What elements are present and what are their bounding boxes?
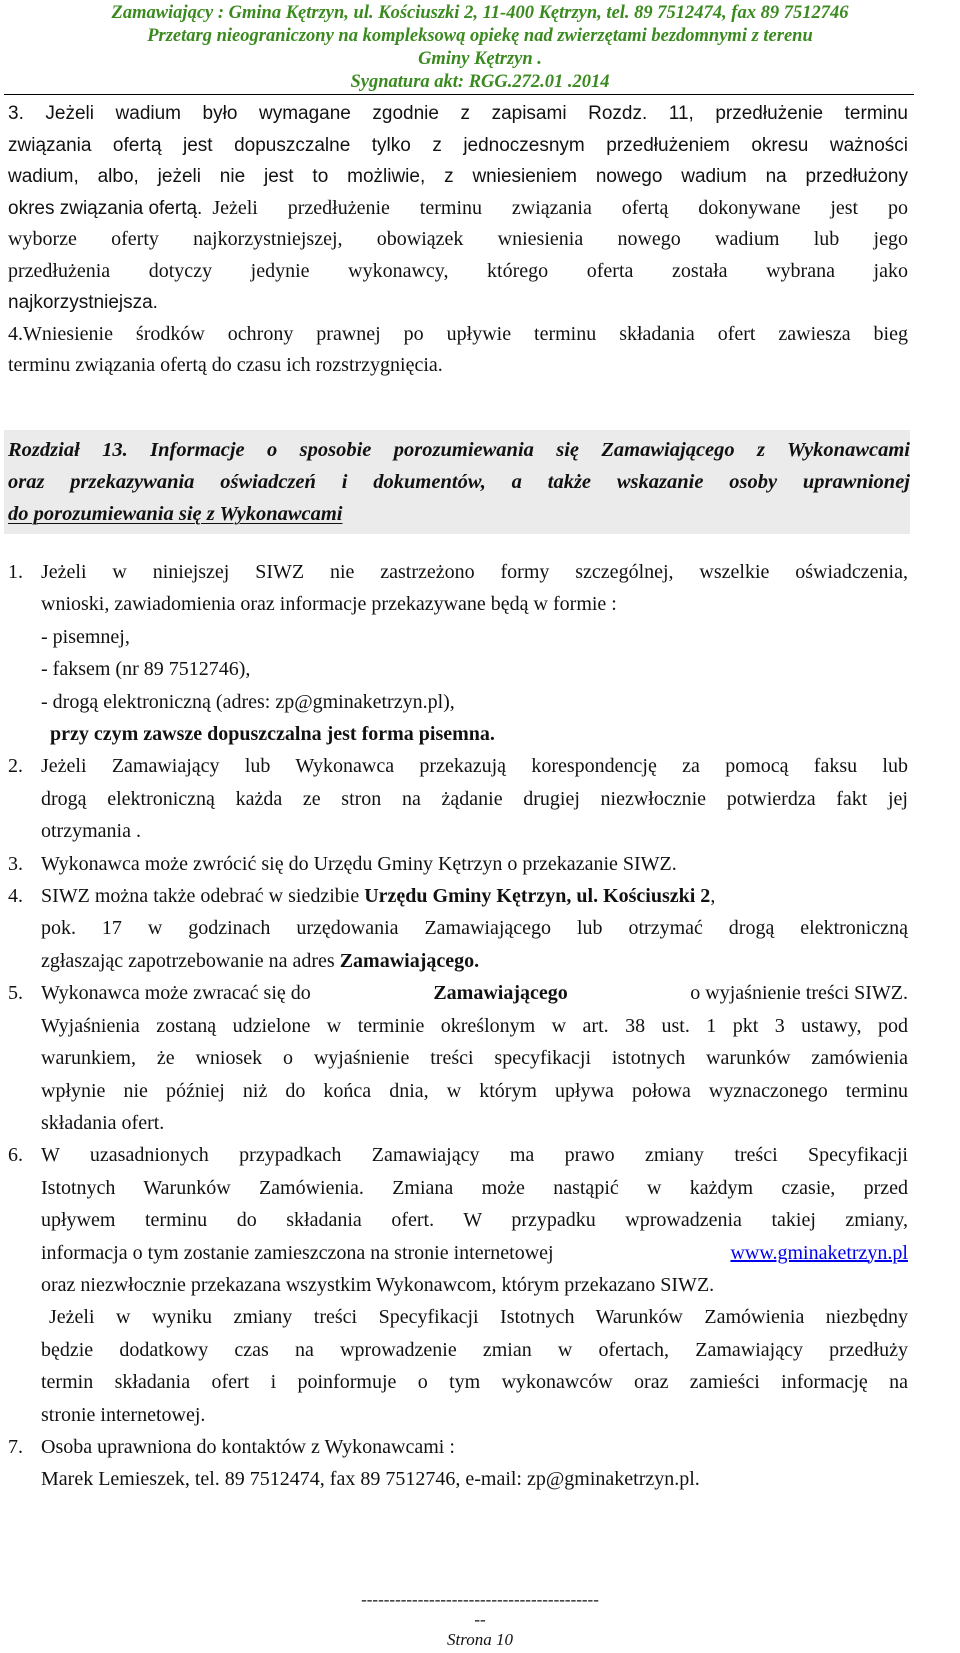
page-footer (0, 1590, 960, 1650)
paragraph-line-combined (8, 193, 908, 225)
list-item-5 (8, 977, 908, 1139)
item-line: Marek Lemieszek, tel. 89 7512474, fax 89 7512746, e-mail: zp@gminaketrzyn.pl. (41, 1468, 700, 1491)
list-item-4 (8, 880, 908, 977)
chapter-heading-line: Rozdział 13. Informacje o sposobie porozumiewania się Zamawiającego z Wykonawcami (8, 439, 910, 461)
item-line (41, 977, 908, 1009)
item-text-bold: Zamawiającego (433, 982, 568, 1005)
chapter-heading (4, 430, 910, 534)
item-line: wnioski, zawiadomienia oraz informacje przekazywane będą w formie : (41, 593, 617, 616)
item-line: Istotnych Warunków Zamówienia. Zmiana może nastąpić w każdym czasie, przed (41, 1176, 908, 1199)
list-number: 4. (8, 885, 23, 908)
page-number: Strona 10 (447, 1630, 513, 1649)
item-text: zgłaszając zapotrzebowanie na adres (41, 949, 340, 972)
list-number: 2. (8, 755, 23, 778)
paragraph-fragment: okres związania ofertą. (8, 197, 203, 219)
item-line: otrzymania . (41, 820, 141, 843)
list-item-3 (8, 848, 908, 880)
footer-rule-2: -- (474, 1610, 486, 1629)
paragraph-line: przedłużenia dotyczy jedynie wykonawcy, którego oferta została wybrana jako (8, 259, 908, 282)
item-line: upływem terminu do składania ofert. W przypadku wprowadzenia takiej zmiany, (41, 1209, 908, 1232)
item-text: SIWZ można także odebrać w siedzibie (41, 885, 365, 908)
item-text: informacja o tym zostanie zamieszczona na stronie internetowej (41, 1241, 554, 1264)
chapter-heading-line: do porozumiewania się z Wykonawcami (8, 503, 343, 525)
item-text: Wykonawca może zwracać się do (41, 982, 311, 1005)
list-number: 3. (8, 852, 23, 875)
website-link[interactable]: www.gminaketrzyn.pl (730, 1241, 908, 1264)
item-line-bold: przy czym zawsze dopuszczalna jest forma pisemna. (50, 723, 495, 746)
numbered-list (8, 556, 908, 1496)
item-line (41, 945, 908, 977)
item-line: - pisemnej, (41, 625, 130, 648)
item-line: składania ofert. (41, 1111, 165, 1134)
item-line: Jeżeli Zamawiający lub Wykonawca przekazują korespondencję za pomocą faksu lub (41, 755, 908, 778)
item-line: oraz niezwłocznie przekazana wszystkim Wykonawcom, którym przekazano SIWZ. (41, 1273, 715, 1296)
item-text-bold: Urzędu Gminy Kętrzyn, ul. Kościuszki 2 (364, 885, 711, 908)
page-header (0, 2, 960, 94)
list-number: 1. (8, 561, 23, 583)
item-line: Osoba uprawniona do kontaktów z Wykonawcami : (41, 1435, 455, 1458)
item-line: - drogą elektroniczną (adres: zp@gminaketrzyn.pl), (41, 690, 455, 713)
paragraph-line: 4.Wniesienie środków ochrony prawnej po upływie terminu składania ofert zawiesza bieg (8, 322, 908, 345)
item-line: Wykonawca może zwrócić się do Urzędu Gminy Kętrzyn o przekazanie SIWZ. (41, 852, 677, 875)
list-item-7 (8, 1431, 908, 1496)
item-line: drogą elektroniczną każda ze stron na żądanie drugiej niezwłocznie potwierdza fakt jej (41, 787, 908, 810)
paragraph-fragment: Jeżeli przedłużenie terminu związania ofertą dokonywane jest po (212, 196, 908, 219)
paragraph-line: 3. Jeżeli wadium było wymagane zgodnie z zapisami Rozdz. 11, przedłużenie terminu (8, 103, 908, 124)
list-item-1 (8, 556, 908, 750)
paragraph-line: związania ofertą jest dopuszczalne tylko z jednoczesnym przedłużeniem okresu ważności (8, 134, 908, 156)
item-line: - faksem (nr 89 7512746), (41, 658, 251, 681)
previous-section (8, 98, 908, 382)
chapter-heading-line: oraz przekazywania oświadczeń i dokumentów, a także wskazanie osoby uprawnionej (8, 471, 910, 493)
item-text-bold: Zamawiającego. (339, 949, 480, 972)
item-line (41, 1237, 908, 1269)
header-line-3: Gminy Kętrzyn . (418, 49, 542, 69)
item-text: o wyjaśnienie treści SIWZ. (690, 982, 908, 1005)
list-item-6 (8, 1139, 908, 1431)
header-line-4: Sygnatura akt: RGG.272.01 .2014 (350, 72, 610, 92)
header-divider (4, 94, 914, 95)
list-item-2 (8, 750, 908, 847)
item-line: Wyjaśnienia zostaną udzielone w terminie określonym w art. 38 ust. 1 pkt 3 ustawy, pod (41, 1014, 908, 1037)
paragraph-line: terminu związania ofertą do czasu ich rozstrzygnięcia. (8, 354, 443, 376)
header-line-1: Zamawiający : Gmina Kętrzyn, ul. Kościuszki 2, 11-400 Kętrzyn, tel. 89 7512474, fax 89 7512746 (111, 3, 849, 23)
list-number: 6. (8, 1144, 23, 1167)
item-line: Jeżeli w niniejszej SIWZ nie zastrzeżono formy szczególnej, wszelkie oświadczenia, (41, 561, 908, 583)
paragraph-line: najkorzystniejsza. (8, 292, 158, 313)
footer-rule: ------------------------------------------ (361, 1590, 599, 1609)
item-line: termin składania ofert i poinformuje o tym wykonawców oraz zamieści informację na (41, 1371, 908, 1394)
item-line: warunkiem, że wniosek o wyjaśnienie treści specyfikacji istotnych warunków zamówienia (41, 1047, 908, 1070)
item-line (41, 880, 908, 912)
item-line: będzie dodatkowy czas na wprowadzenie zmian w ofertach, Zamawiający przedłuży (41, 1338, 908, 1361)
item-line: stronie internetowej. (41, 1403, 206, 1426)
paragraph-line: wadium, albo, jeżeli nie jest to możliwie, z wniesieniem nowego wadium na przedłużony (8, 166, 908, 187)
item-text: , (710, 885, 716, 908)
paragraph-line: wyborze oferty najkorzystniejszej, obowiązek wniesienia nowego wadium lub jego (8, 228, 908, 250)
list-number: 7. (8, 1435, 23, 1458)
item-line: pok. 17 w godzinach urzędowania Zamawiającego lub otrzymać drogą elektroniczną (41, 917, 908, 940)
item-line: wpłynie nie później niż do końca dnia, w którym upływa połowa wyznaczonego terminu (41, 1079, 908, 1102)
list-number: 5. (8, 982, 23, 1005)
item-line: W uzasadnionych przypadkach Zamawiający ma prawo zmiany treści Specyfikacji (41, 1144, 908, 1167)
item-line: Jeżeli w wyniku zmiany treści Specyfikacji Istotnych Warunków Zamówienia niezbędny (49, 1306, 908, 1329)
header-line-2: Przetarg nieograniczony na kompleksową opiekę nad zwierzętami bezdomnymi z terenu (147, 26, 813, 46)
